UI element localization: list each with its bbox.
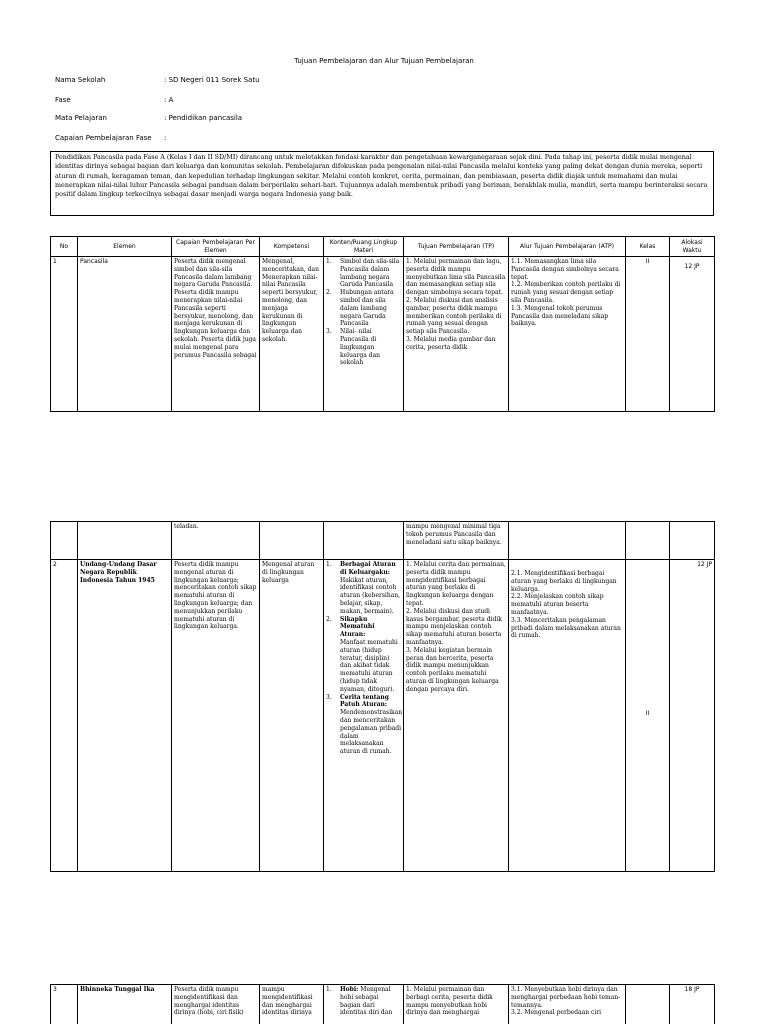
cell-konten — [324, 257, 404, 412]
cell-atp: 2.1. Mengidentifikasi berbagai aturan yang berlaku di lingkungan keluarga. 2.2. Menjelaskan contoh sikap mematuhi aturan beserta manfaatnya. 3.3. Menceritakan pengalaman pribadi dalam melaksanakan aturan di rumah. — [509, 560, 626, 872]
info-row-mata-pelajaran — [55, 114, 695, 124]
cell-elemen: Undang-Undang Dasar Negara Republik Indonesia Tahun 1945 — [78, 560, 172, 872]
cell-capaian-cont: teladan. — [172, 522, 260, 560]
cell-alokasi: 18 JP — [670, 985, 715, 1024]
header-elemen: Elemen — [78, 237, 172, 257]
cell-tp: 1. Melalui permainan dan berbagi cerita, peserta didik mampu menyebutkan hobi dirinya dan menghargai — [404, 985, 509, 1024]
info-row-capaian — [55, 134, 695, 144]
cell-konten — [324, 985, 404, 1024]
info-label: Nama Sekolah — [55, 76, 106, 84]
capaian-pembelajaran-text: Pendidikan Pancasila pada Fase A (Kelas I dan II SD/MI) dirancang untuk meletakkan fondasi karakter dan pengetahuan kewarganegaraan sejak dini. Pada tahap ini, peserta didik mulai mengenal identitas dirinya sebagai bagian dari keluarga dan komunitas sekolah. Pembelajaran difokuskan pada pengenalan nilai-nilai Pancasila melalui konteks yang paling dekat dengan dunia mereka, seperti aturan di rumah, keragaman teman, dan kepedulian terhadap lingkungan sekitar. Melalui contoh konkret, cerita, permainan, dan pembiasaan, peserta didik diajak untuk memahami dan mulai menerapkan nilai-nilai luhur Pancasila sebagai panduan dalam berperilaku sehari-hari. Tujuannya adalah membentuk pribadi yang beriman, berakhlak mulia, mandiri, serta mampu berinteraksi secara positif dalam lingkup terkecilnya sebagai dasar menjadi warga negara Indonesia yang baik. — [50, 151, 714, 216]
cell-no: 1 — [51, 257, 78, 412]
header-tp: Tujuan Pembelajaran (TP) — [404, 237, 509, 257]
konten-item: 2. Sikapku Mematuhi Aturan: Manfaat mematuhi aturan (hidup teratur, disiplin) dan akibat tidak mematuhi aturan (hidup tidak nyaman, ditegur). — [326, 615, 398, 693]
cell-tp: 1. Melalui permainan dan lagu, peserta didik mampu menyebutkan lima sila Pancasila dan memasangkan setiap sila dengan simbolnya secara tepat. 2. Melalui diskusi dan analisis gambar, peserta didik mampu memberikan contoh perilaku di rumah yang sesuai dengan setiap sila Pancasila. 3. Melalui media gambar dan cerita, peserta didik — [404, 257, 509, 412]
cell-capaian: Peserta didik mengenal simbol dan sila-sila Pancasila dalam lambang negara Garuda Pancasila. Peserta didik mampu menerapkan nilai-nilai Pancasila seperti bersyukur, menolong, dan menjaga kerukunan di lingkungan keluarga dan sekolah. Peserta didik juga mulai mengenal para perumus Pancasila sebagai — [172, 257, 260, 412]
table-row-continued — [51, 522, 715, 560]
header-capaian: Capaian Pembelajaran Per Elemen — [172, 237, 260, 257]
cell-kelas: II — [626, 257, 670, 412]
cell-alokasi: 12 JP — [670, 257, 715, 412]
table-row — [51, 985, 715, 1024]
cell-alokasi: 12 JP — [670, 560, 715, 872]
header-kelas: Kelas — [626, 237, 670, 257]
cell-elemen: Pancasila — [78, 257, 172, 412]
header-kompetensi: Kompetensi — [260, 237, 324, 257]
header-alokasi: Alokasi Waktu — [670, 237, 715, 257]
info-row-nama-sekolah — [55, 76, 695, 86]
konten-item: 2. Hubungan antara simbol dan sila dalam lambang negara Garuda Pancasila — [326, 289, 394, 328]
konten-item: 3. Nilai- nilai Pancasila di lingkungan keluarga dan sekolah — [326, 328, 381, 367]
cell-no: 2 — [51, 560, 78, 872]
info-value: : — [164, 134, 167, 142]
info-value: : Pendidikan pancasila — [164, 114, 243, 122]
konten-item: 1. Hobi: Mengenal hobi sebagai bagian dari identitas diri dan — [326, 986, 393, 1017]
info-label: Fase — [55, 96, 71, 104]
table-row — [51, 257, 715, 412]
cell-tp: 1. Melalui cerita dan permainan, peserta didik mampu mengidentifikasi berbagai aturan yang berlaku di lingkungan keluarga dengan tepat. 2. Melalui diskusi dan studi kasus bergambar, peserta didik mampu menjelaskan contoh sikap mematuhi aturan beserta manfaatnya. 3. Melalui kegiatan bermain peran dan bercerita, peserta didik mampu menunjukkan contoh perilaku mematuhi aturan di lingkungan keluarga dengan percaya diri. — [404, 560, 509, 872]
header-no: No — [51, 237, 78, 257]
konten-item: 1. Berbagai Aturan di Keluargaku: Hakikat aturan, identifikasi contoh aturan (kebersihan, belajar, sikap, makan, bermain). — [326, 561, 401, 615]
cell-tp-cont: mampu mengenal minimal tiga tokoh perumus Pancasila dan meneladani satu sikap baiknya. — [404, 522, 509, 560]
atp-table-segment-3 — [50, 984, 715, 1024]
cell-no: 3 — [51, 985, 78, 1024]
konten-item: 1. Simbol dan sila-sila Pancasila dalam lambang negara Garuda Pancasila — [326, 258, 400, 289]
info-value: : SD Negeri 011 Sorek Satu — [164, 76, 260, 84]
atp-table-segment-1 — [50, 236, 715, 412]
cell-kompetensi: Mengenal aturan di lingkungan keluarga — [260, 560, 324, 872]
table-header-row — [51, 237, 715, 257]
page-title: Tujuan Pembelajaran dan Alur Tujuan Pembelajaran — [294, 57, 474, 65]
header-atp: Alur Tujuan Pembelajaran (ATP) — [509, 237, 626, 257]
cell-atp: 3.1. Menyebutkan hobi dirinya dan menghargai perbedaan hobi teman-temannya. 3.2. Mengenal perbedaan ciri — [509, 985, 626, 1024]
cell-elemen: Bhinneka Tunggal Ika — [78, 985, 172, 1024]
info-label: Mata Pelajaran — [55, 114, 107, 122]
cell-capaian: Peserta didik mampu mengidentifikasi dan menghargai identitas dirinya (hobi, ciri fisik) — [172, 985, 260, 1024]
info-label: Capaian Pembelajaran Fase — [55, 134, 152, 142]
table-row — [51, 560, 715, 872]
info-row-fase — [55, 96, 695, 106]
info-value: : A — [164, 96, 174, 104]
header-konten: Konten/Ruang Lingkup Materi — [324, 237, 404, 257]
cell-kompetensi: mampu mengidentifikasi dan menghargai identitas dirinya — [260, 985, 324, 1024]
atp-table-segment-2 — [50, 521, 715, 872]
konten-item: 3. Cerita tentang Patuh Aturan: Mendemonstrasikan dan menceritakan pengalaman pribadi dalam melaksanakan aturan di rumah. — [326, 693, 403, 756]
cell-konten — [324, 560, 404, 872]
cell-atp: 1.1. Memasangkan lima sila Pancasila dengan simbolnya secara tepat. 1.2. Memberikan contoh perilaku di rumah yang sesuai dengan setiap sila Pancasila. 1.3. Mengenal tokoh perumus Pancasila dan meneladani sikap baiknya. — [509, 257, 626, 412]
cell-kompetensi: Mengenal, menceritakan, dan Menerapkan nilai-nilai Pancasila seperti bersyukur, menolong, dan menjaga kerukunan di lingkungan keluarga dan sekolah. — [260, 257, 324, 412]
cell-kelas: II — [626, 560, 670, 872]
cell-capaian: Peserta didik mampu mengenal aturan di lingkungan keluarga; menceritakan contoh sikap mematuhi aturan di lingkungan keluarga; dan menunjukkan perilaku mematuhi aturan di lingkungan keluarga. — [172, 560, 260, 872]
